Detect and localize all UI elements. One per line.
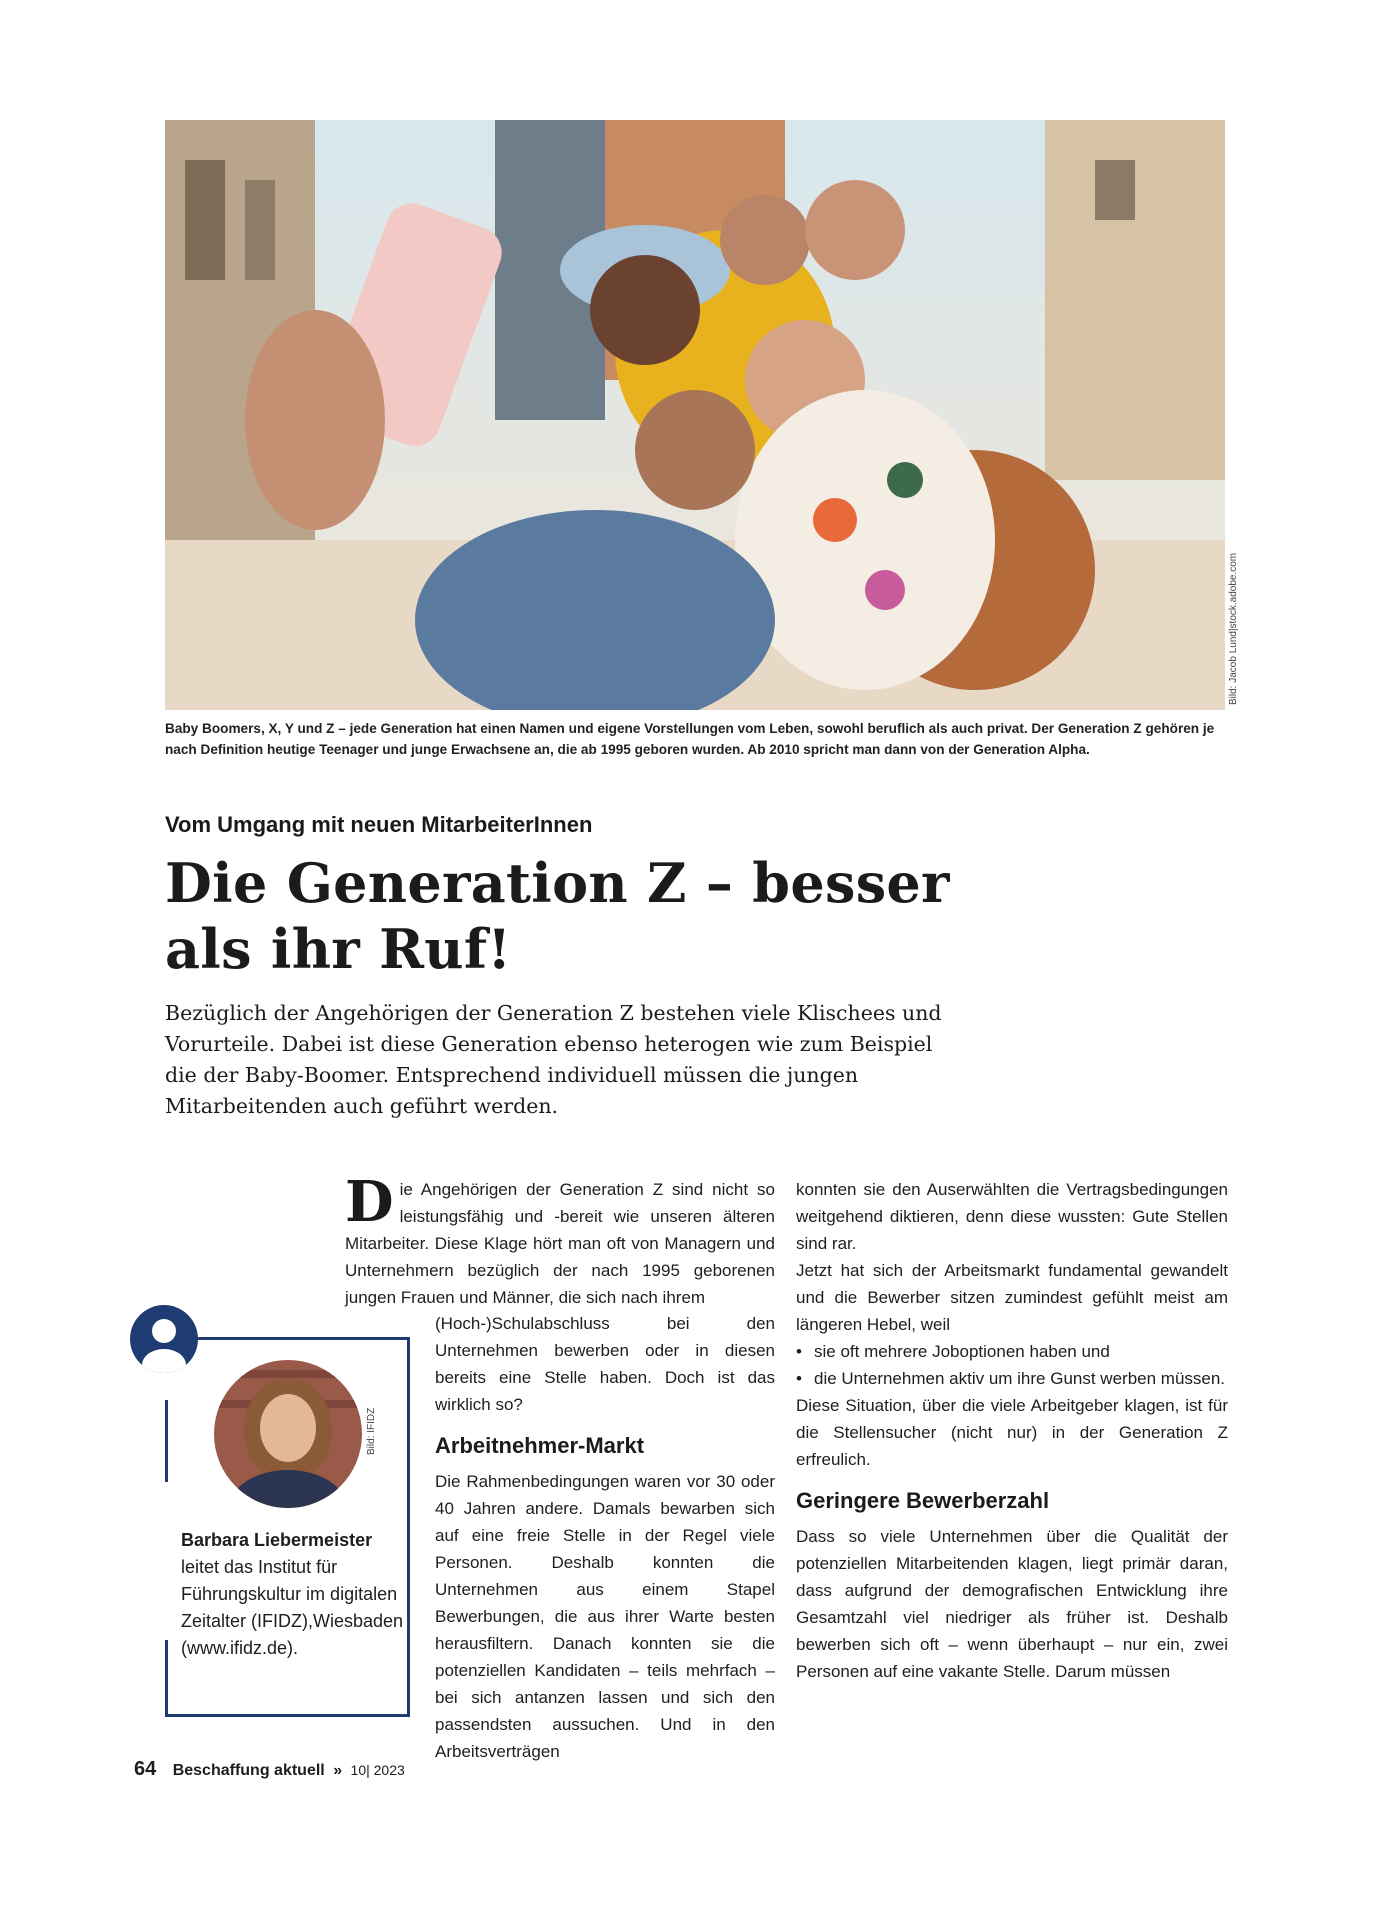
hero-photo [165, 120, 1225, 710]
paragraph-vertragsbedingungen: konnten sie den Auserwählten die Vertragsbedingungen weitgehend diktieren, denn diese wussten: Gute Stellen sind rar. [796, 1180, 1228, 1253]
page-footer [134, 1758, 405, 1781]
paragraph-situation: Diese Situation, über die viele Arbeitgeber klagen, ist für die Stellensucher (nicht nur) in der Generation Z erfreulich. [796, 1396, 1228, 1469]
author-name: Barbara Liebermeister [181, 1530, 373, 1550]
subhead-arbeitnehmer-markt: Arbeitnehmer-Markt [435, 1433, 645, 1458]
bullet-item: • die Unternehmen aktiv um ihre Gunst werben müssen. [796, 1365, 1228, 1392]
bullet-item: • sie oft mehrere Joboptionen haben und [796, 1338, 1228, 1365]
chevron-icon: » [333, 1762, 343, 1779]
photo-credit: Bild: Jacob Lund|stock.adobe.com [1228, 552, 1239, 705]
headline-line-1: Die Generation Z – besser [165, 851, 950, 915]
paragraph-qualitaet: Dass so viele Unternehmen über die Qualität der potenziellen Mitarbeitenden klagen, liegt primär daran, dass aufgrund der demografischen Entwicklung ihre Gesamtzahl viel niedriger als früher ist. Deshalb bewerben sich oft – wenn überhaupt – nur ein, zwei Personen auf eine vakante Stelle. Darum müssen [796, 1527, 1228, 1681]
issue-number: 10| 2023 [350, 1762, 405, 1778]
person-icon [130, 1305, 198, 1373]
paragraph-intro-text: ie Angehörigen der Generation Z sind nicht so leistungsfähig und -bereit wie unseren älteren Mitarbeiter. Diese Klage hört man oft von Managern und Unternehmern bezüglich der nach 1995 geborenen jungen Frauen und Männer, die sich nach ihrem [345, 1180, 775, 1307]
author-description: leitet das Institut für Führungskultur im digitalen Zeitalter (IFIDZ),Wiesbaden (www.ifidz.de). [181, 1557, 404, 1658]
headline-line-2: als ihr Ruf! [165, 917, 512, 981]
author-box-border [165, 1400, 168, 1482]
article-lead: Bezüglich der Angehörigen der Generation Z bestehen viele Klischees und Vorurteile. Dabei ist diese Generation ebenso heterogen wie zum Beispiel die der Baby-Boomer. Entsprechend individuell müssen die jungen Mitarbeitenden auch geführt werden. [165, 1001, 942, 1118]
drop-cap: D [345, 1169, 394, 1235]
paragraph-intro-cont: (Hoch-)Schulabschluss bei den Unternehmen bewerben oder in diesen bereits eine Stelle haben. Doch ist das wirklich so? [435, 1314, 775, 1414]
body-column-2 [796, 1176, 1228, 1685]
article-kicker: Vom Umgang mit neuen MitarbeiterInnen [165, 812, 593, 837]
photo-caption: Baby Boomers, X, Y und Z – jede Generation hat einen Namen und eigene Vorstellungen vom Leben, sowohl beruflich als auch privat. Der Generation Z gehören je nach Definition heutige Teenager und junge Erwachsene an, die ab 1995 geboren wurden. Ab 2010 spricht man dann von der Generation Alpha. [165, 721, 1215, 757]
subhead-geringere-bewerberzahl: Geringere Bewerberzahl [796, 1488, 1050, 1513]
page-number: 64 [134, 1758, 157, 1780]
body-column-1-bottom [435, 1310, 775, 1765]
bullet-list [796, 1338, 1228, 1392]
author-portrait [214, 1360, 362, 1508]
author-bio [181, 1527, 406, 1662]
body-column-1-top [345, 1169, 775, 1311]
portrait-credit: Bild: IFIDZ [366, 1407, 377, 1455]
paragraph-arbeitsmarkt: Jetzt hat sich der Arbeitsmarkt fundamental gewandelt und die Bewerber sitzen zumindest gefühlt meist am längeren Hebel, weil [796, 1261, 1228, 1334]
author-box-border [165, 1640, 168, 1717]
article-headline [165, 850, 1065, 982]
magazine-name: Beschaffung aktuell [172, 1762, 325, 1779]
paragraph-rahmenbedingungen: Die Rahmenbedingungen waren vor 30 oder 40 Jahren andere. Damals bewarben sich auf eine freie Stelle in der Regel viele Personen. Deshalb konnten die Unternehmen aus einem Stapel Bewerbungen, die aus ihrer Warte besten herausfiltern. Danach konnten sie die potenziellen Kandidaten – teils mehrfach – bei sich antanzen lassen und sich den passendsten aussuchen. Und in den Arbeitsverträgen [435, 1472, 775, 1761]
paragraph-intro [345, 1169, 775, 1311]
